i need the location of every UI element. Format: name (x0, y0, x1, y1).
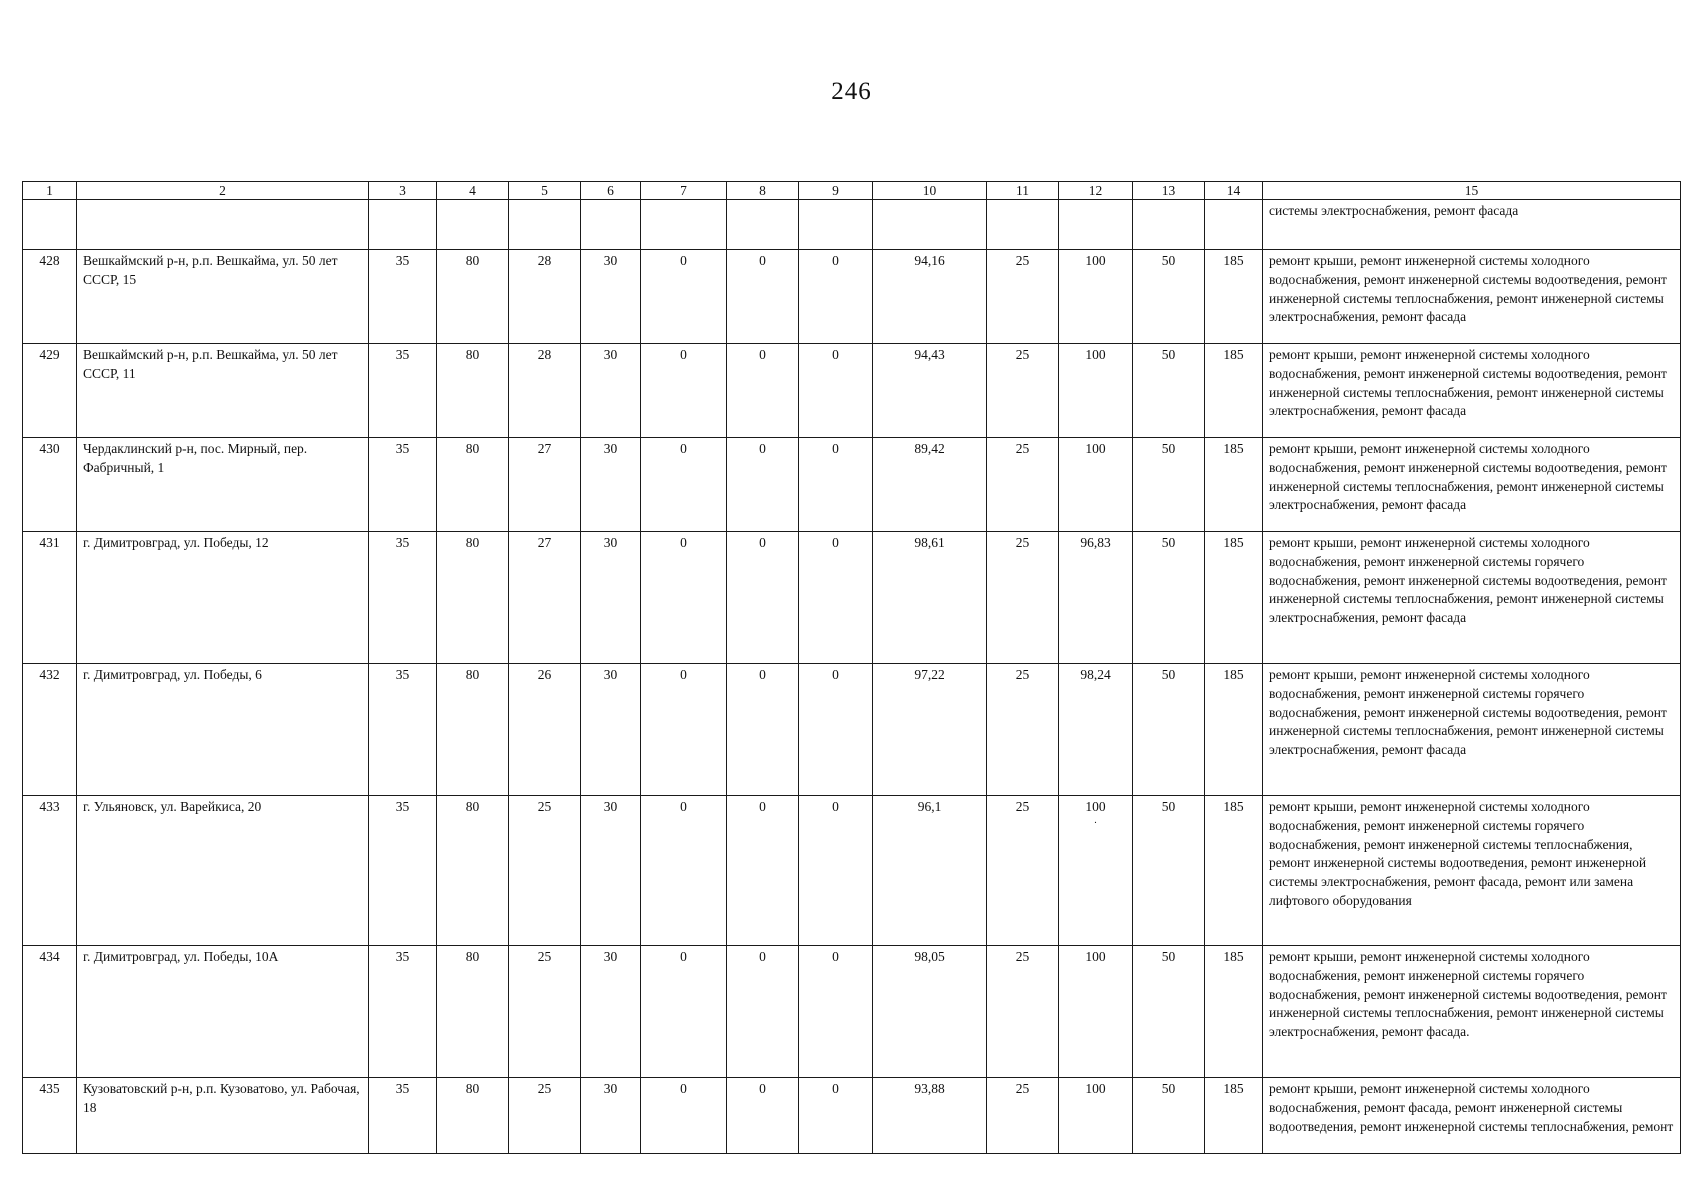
value-cell: 25 (509, 1078, 581, 1154)
value-cell: 25 (987, 946, 1059, 1078)
column-header: 14 (1205, 182, 1263, 200)
continuation-row (23, 200, 1681, 250)
column-header: 6 (581, 182, 641, 200)
table-row (23, 796, 1681, 946)
value-cell: 0 (799, 796, 873, 946)
value-cell: 25 (987, 250, 1059, 344)
table-cell (369, 200, 437, 250)
value-cell: 25 (987, 532, 1059, 664)
column-header: 12 (1059, 182, 1133, 200)
value-cell: 0 (799, 946, 873, 1078)
value-cell: 35 (369, 796, 437, 946)
value-cell: 0 (727, 1078, 799, 1154)
value-cell: 25 (987, 344, 1059, 438)
address-cell: Вешкаймский р-н, р.п. Вешкайма, ул. 50 лет СССР, 11 (77, 344, 369, 438)
value-cell: 30 (581, 796, 641, 946)
value-cell: 0 (799, 532, 873, 664)
address-cell: г. Димитровград, ул. Победы, 6 (77, 664, 369, 796)
value-cell: 98,61 (873, 532, 987, 664)
works-cell: ремонт крыши, ремонт инженерной системы холодного водоснабжения, ремонт инженерной системы водоотведения, ремонт инженерной системы теплоснабжения, ремонт инженерной системы электроснабжения, ремонт фасада (1263, 438, 1681, 532)
value-cell: 0 (799, 250, 873, 344)
table-cell (1059, 200, 1133, 250)
column-header: 10 (873, 182, 987, 200)
value-cell: 50 (1133, 946, 1205, 1078)
value-cell: 25 (509, 796, 581, 946)
column-header: 13 (1133, 182, 1205, 200)
table-row (23, 532, 1681, 664)
value-cell: 35 (369, 438, 437, 532)
value-cell: 185 (1205, 532, 1263, 664)
value-cell: 25 (987, 438, 1059, 532)
value-cell: 50 (1133, 438, 1205, 532)
table-cell (799, 200, 873, 250)
value-cell: 0 (799, 1078, 873, 1154)
value-cell: 185 (1205, 250, 1263, 344)
value-cell: 100 (1059, 438, 1133, 532)
value-cell: 96,83 (1059, 532, 1133, 664)
value-cell: 80 (437, 344, 509, 438)
value-cell: 0 (799, 664, 873, 796)
value-cell: 0 (727, 438, 799, 532)
row-number: 428 (23, 250, 77, 344)
table-cell (727, 200, 799, 250)
value-cell: 50 (1133, 1078, 1205, 1154)
value-cell: 0 (641, 946, 727, 1078)
value-cell: 0 (727, 946, 799, 1078)
value-cell: 30 (581, 664, 641, 796)
address-cell: Чердаклинский р-н, пос. Мирный, пер. Фабричный, 1 (77, 438, 369, 532)
table-row (23, 344, 1681, 438)
table-cell (509, 200, 581, 250)
value-cell: 93,88 (873, 1078, 987, 1154)
value-cell: 80 (437, 250, 509, 344)
value-cell: 98,24 (1059, 664, 1133, 796)
value-cell: 80 (437, 532, 509, 664)
column-header: 1 (23, 182, 77, 200)
value-cell: 50 (1133, 532, 1205, 664)
table-row (23, 1078, 1681, 1154)
address-cell: Вешкаймский р-н, р.п. Вешкайма, ул. 50 лет СССР, 15 (77, 250, 369, 344)
row-number: 432 (23, 664, 77, 796)
value-cell: 35 (369, 1078, 437, 1154)
value-cell: 50 (1133, 250, 1205, 344)
value-cell: 94,16 (873, 250, 987, 344)
value-cell: 35 (369, 946, 437, 1078)
value-cell: 94,43 (873, 344, 987, 438)
value-cell: 25 (509, 946, 581, 1078)
works-cell: ремонт крыши, ремонт инженерной системы холодного водоснабжения, ремонт инженерной системы горячего водоснабжения, ремонт инженерной системы водоотведения, ремонт инженерной системы теплоснабжения, ремонт инженерной системы электроснабжения, ремонт фасада (1263, 532, 1681, 664)
table-cell (23, 200, 77, 250)
value-cell: 50 (1133, 664, 1205, 796)
row-number: 429 (23, 344, 77, 438)
value-cell: 0 (727, 250, 799, 344)
value-cell: 35 (369, 250, 437, 344)
row-number: 435 (23, 1078, 77, 1154)
value-cell: 89,42 (873, 438, 987, 532)
table-cell (1133, 200, 1205, 250)
value-cell: 0 (641, 344, 727, 438)
value-cell: 25 (987, 796, 1059, 946)
value-cell: 30 (581, 946, 641, 1078)
value-cell: 28 (509, 250, 581, 344)
address-cell: Кузоватовский р-н, р.п. Кузоватово, ул. Рабочая, 18 (77, 1078, 369, 1154)
value-cell: 100 (1059, 250, 1133, 344)
table-row (23, 664, 1681, 796)
value-cell (1059, 796, 1133, 946)
table-row (23, 946, 1681, 1078)
value-cell: 0 (641, 1078, 727, 1154)
value-cell: 27 (509, 532, 581, 664)
row-number: 430 (23, 438, 77, 532)
column-header: 2 (77, 182, 369, 200)
table-cell (437, 200, 509, 250)
value-cell: 96,1 (873, 796, 987, 946)
works-cell: ремонт крыши, ремонт инженерной системы холодного водоснабжения, ремонт инженерной системы водоотведения, ремонт инженерной системы теплоснабжения, ремонт инженерной системы электроснабжения, ремонт фасада (1263, 250, 1681, 344)
value-cell: 27 (509, 438, 581, 532)
value-cell: 185 (1205, 1078, 1263, 1154)
value-cell: 185 (1205, 344, 1263, 438)
value-cell: 0 (641, 250, 727, 344)
value-cell: 30 (581, 250, 641, 344)
stray-mark: . (1094, 814, 1097, 826)
column-header: 11 (987, 182, 1059, 200)
value-cell: 30 (581, 1078, 641, 1154)
table-row (23, 438, 1681, 532)
column-header: 5 (509, 182, 581, 200)
value-cell: 26 (509, 664, 581, 796)
value-cell: 30 (581, 344, 641, 438)
value-cell: 98,05 (873, 946, 987, 1078)
value-cell: 50 (1133, 796, 1205, 946)
value-cell: 0 (727, 532, 799, 664)
column-header: 9 (799, 182, 873, 200)
value-cell: 35 (369, 532, 437, 664)
registry-table (22, 181, 1681, 1154)
table-cell (1205, 200, 1263, 250)
value-cell: 50 (1133, 344, 1205, 438)
value-cell: 100 (1059, 344, 1133, 438)
value-cell: 100 (1059, 1078, 1133, 1154)
works-cell: системы электроснабжения, ремонт фасада (1263, 200, 1681, 250)
value-cell: 97,22 (873, 664, 987, 796)
works-cell: ремонт крыши, ремонт инженерной системы холодного водоснабжения, ремонт инженерной системы горячего водоснабжения, ремонт инженерной системы водоотведения, ремонт инженерной системы теплоснабжения, ремонт инженерной системы электроснабжения, ремонт фасада (1263, 664, 1681, 796)
column-number-row (23, 182, 1681, 200)
value-cell: 30 (581, 438, 641, 532)
table-cell (581, 200, 641, 250)
column-header: 7 (641, 182, 727, 200)
value-cell: 80 (437, 796, 509, 946)
value-cell: 0 (727, 664, 799, 796)
value-cell: 0 (641, 438, 727, 532)
value-cell: 185 (1205, 438, 1263, 532)
value-cell: 80 (437, 946, 509, 1078)
works-cell: ремонт крыши, ремонт инженерной системы холодного водоснабжения, ремонт инженерной системы водоотведения, ремонт инженерной системы теплоснабжения, ремонт инженерной системы электроснабжения, ремонт фасада (1263, 344, 1681, 438)
row-number: 434 (23, 946, 77, 1078)
value-cell: 0 (641, 796, 727, 946)
value-cell: 185 (1205, 796, 1263, 946)
works-cell: ремонт крыши, ремонт инженерной системы холодного водоснабжения, ремонт инженерной системы горячего водоснабжения, ремонт инженерной системы теплоснабжения, ремонт инженерной системы водоотведения, ремонт инженерной системы электроснабжения, ремонт фасада, ремонт или замена лифтового оборудования (1263, 796, 1681, 946)
value-cell: 80 (437, 1078, 509, 1154)
value-cell: 0 (641, 664, 727, 796)
value-cell: 0 (727, 344, 799, 438)
value-cell: 185 (1205, 946, 1263, 1078)
works-cell: ремонт крыши, ремонт инженерной системы холодного водоснабжения, ремонт инженерной системы горячего водоснабжения, ремонт инженерной системы водоотведения, ремонт инженерной системы теплоснабжения, ремонт инженерной системы электроснабжения, ремонт фасада. (1263, 946, 1681, 1078)
row-number: 431 (23, 532, 77, 664)
value-cell: 80 (437, 664, 509, 796)
value-cell: 35 (369, 664, 437, 796)
column-header: 8 (727, 182, 799, 200)
value-cell: 25 (987, 1078, 1059, 1154)
address-cell: г. Димитровград, ул. Победы, 12 (77, 532, 369, 664)
table-cell (641, 200, 727, 250)
value-cell: 28 (509, 344, 581, 438)
value-cell: 0 (799, 344, 873, 438)
page-number: 246 (831, 78, 872, 105)
column-header: 4 (437, 182, 509, 200)
table-cell (77, 200, 369, 250)
value-cell: 185 (1205, 664, 1263, 796)
value-cell: 30 (581, 532, 641, 664)
column-header: 15 (1263, 182, 1681, 200)
value-cell: 80 (437, 438, 509, 532)
value-cell: 25 (987, 664, 1059, 796)
address-cell: г. Ульяновск, ул. Варейкиса, 20 (77, 796, 369, 946)
value-cell: 0 (727, 796, 799, 946)
value-cell: 100 (1059, 946, 1133, 1078)
value-cell: 0 (641, 532, 727, 664)
value-cell: 35 (369, 344, 437, 438)
address-cell: г. Димитровград, ул. Победы, 10А (77, 946, 369, 1078)
works-cell: ремонт крыши, ремонт инженерной системы холодного водоснабжения, ремонт фасада, ремонт инженерной системы водоотведения, ремонт инженерной системы теплоснабжения, ремонт (1263, 1078, 1681, 1154)
value-text: 100 (1085, 799, 1106, 814)
table-cell (987, 200, 1059, 250)
table-cell (873, 200, 987, 250)
row-number: 433 (23, 796, 77, 946)
value-cell: 0 (799, 438, 873, 532)
table-row (23, 250, 1681, 344)
column-header: 3 (369, 182, 437, 200)
